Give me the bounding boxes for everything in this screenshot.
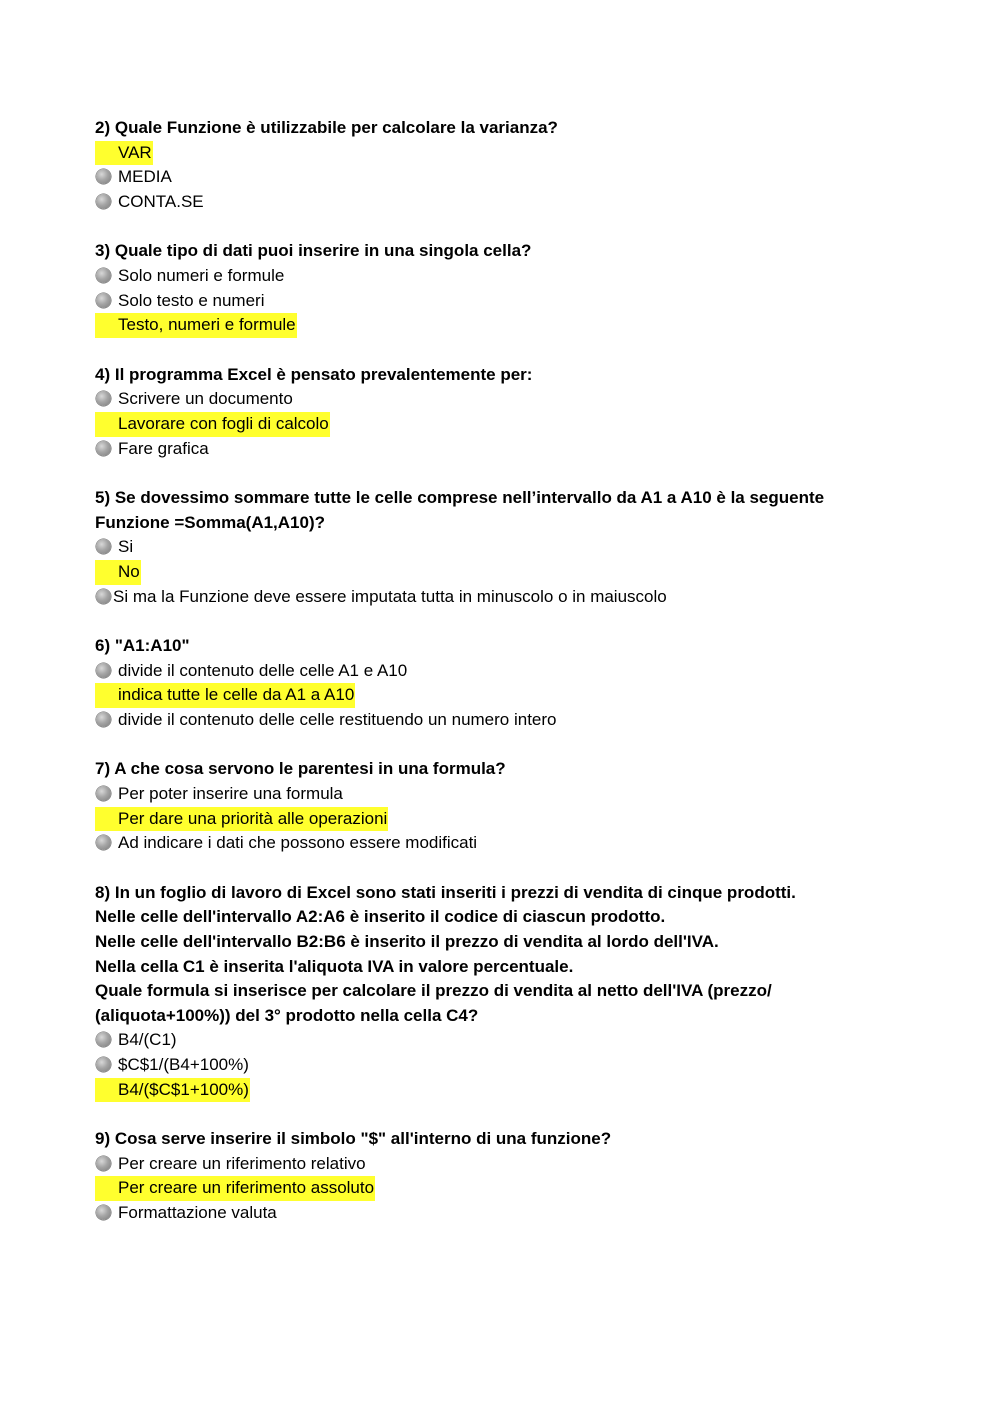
question-block <box>95 363 915 461</box>
option-label: Fare grafica <box>118 438 209 458</box>
question-block <box>95 1127 915 1225</box>
radio-button-icon[interactable] <box>96 1057 111 1072</box>
answer-option-correct[interactable] <box>95 141 915 166</box>
question-text <box>95 116 915 141</box>
option-label: Testo, numeri e formule <box>95 313 297 338</box>
question-block <box>95 239 915 337</box>
question-body: Quale Funzione è utilizzabile per calcolare la varianza? <box>110 118 558 137</box>
option-label: B4/($C$1+100%) <box>95 1078 250 1103</box>
option-label: Si <box>118 537 134 557</box>
question-block <box>95 881 915 1102</box>
answer-option-correct[interactable] <box>95 1176 915 1201</box>
radio-button-icon[interactable] <box>96 268 111 283</box>
radio-button-icon[interactable] <box>96 391 111 406</box>
question-block <box>95 486 915 609</box>
option-label: Ad indicare i dati che possono essere modificati <box>118 833 478 853</box>
question-text <box>95 634 915 659</box>
question-number: 5) <box>95 488 111 508</box>
radio-button-icon[interactable] <box>96 169 111 184</box>
option-label: Per creare un riferimento relativo <box>118 1153 366 1173</box>
option-label: VAR <box>95 141 153 166</box>
option-label: Lavorare con fogli di calcolo <box>95 412 330 437</box>
question-number: 4) <box>95 364 111 384</box>
option-label: Si ma la Funzione deve essere imputata tutta in minuscolo o in maiuscolo <box>113 586 667 606</box>
option-label: Per creare un riferimento assoluto <box>95 1176 375 1201</box>
option-label: CONTA.SE <box>118 191 204 211</box>
answer-option[interactable] <box>95 831 915 856</box>
radio-button-icon[interactable] <box>96 539 111 554</box>
option-label: Per poter inserire una formula <box>118 784 343 804</box>
radio-button-icon[interactable] <box>96 712 111 727</box>
option-label: No <box>95 560 141 585</box>
option-label: Solo numeri e formule <box>118 265 285 285</box>
answer-option[interactable] <box>95 708 915 733</box>
radio-button-icon[interactable] <box>96 663 111 678</box>
question-body: A che cosa servono le parentesi in una formula? <box>110 759 506 779</box>
radio-button-icon[interactable] <box>96 1032 111 1047</box>
question-text <box>95 1127 915 1152</box>
radio-button-icon[interactable] <box>96 441 111 456</box>
answer-option-correct[interactable] <box>95 412 915 437</box>
option-label: B4/(C1) <box>118 1030 177 1050</box>
answer-option-correct[interactable] <box>95 807 915 832</box>
answer-option[interactable] <box>95 190 915 215</box>
radio-button-icon[interactable] <box>96 194 111 209</box>
question-number: 7) <box>95 759 111 779</box>
answer-option[interactable] <box>95 1053 915 1078</box>
option-label: divide il contenuto delle celle restituendo un numero intero <box>118 709 557 729</box>
question-number: 9) <box>95 1129 111 1149</box>
answer-option-correct[interactable] <box>95 1078 915 1103</box>
radio-button-icon[interactable] <box>96 589 111 604</box>
option-label: Scrivere un documento <box>118 389 293 409</box>
radio-button-icon[interactable] <box>96 1205 111 1220</box>
question-number: 6) <box>95 636 111 656</box>
option-label: indica tutte le celle da A1 a A10 <box>95 683 355 708</box>
answer-option[interactable] <box>95 1201 915 1226</box>
answer-option[interactable] <box>95 782 915 807</box>
quiz-page <box>95 116 915 1251</box>
question-body: Cosa serve inserire il simbolo "$" all'interno di una funzione? <box>110 1129 612 1149</box>
question-text <box>95 363 915 388</box>
answer-option[interactable] <box>95 1152 915 1177</box>
question-body: In un foglio di lavoro di Excel sono stati inseriti i prezzi di vendita di cinque prodotti. Nelle celle dell'intervallo A2:A6 è inserito il codice di ciascun prodotto. Nelle celle dell'intervallo B2:B6 è inserito il prezzo di vendita al lordo dell'IVA. Nella cella C1 è inserita l'aliquota IVA in valore percentuale. Quale formula si inserisce per calcolare il prezzo di vendita al netto dell'IVA (prezzo/ (aliquota+100%)) del 3° prodotto nella cella C4? <box>95 882 796 1025</box>
answer-option[interactable] <box>95 387 915 412</box>
radio-button-icon[interactable] <box>96 786 111 801</box>
answer-option-correct[interactable] <box>95 313 915 338</box>
answer-option[interactable] <box>95 585 915 610</box>
question-number: 8) <box>95 882 111 902</box>
answer-option[interactable] <box>95 659 915 684</box>
answer-option[interactable] <box>95 264 915 289</box>
question-block <box>95 757 915 855</box>
answer-option[interactable] <box>95 437 915 462</box>
question-text <box>95 881 915 1029</box>
question-body: Il programma Excel è pensato prevalentemente per: <box>110 364 533 384</box>
question-number: 2) <box>95 118 111 137</box>
question-text <box>95 239 915 264</box>
answer-option[interactable] <box>95 289 915 314</box>
option-label: $C$1/(B4+100%) <box>118 1055 249 1074</box>
question-body: "A1:A10" <box>110 636 190 656</box>
option-label: Per dare una priorità alle operazioni <box>95 807 388 832</box>
answer-option[interactable] <box>95 535 915 560</box>
option-label: Solo testo e numeri <box>118 290 265 310</box>
answer-option[interactable] <box>95 165 915 190</box>
option-label: divide il contenuto delle celle A1 e A10 <box>118 660 408 680</box>
answer-option-correct[interactable] <box>95 560 915 585</box>
question-text <box>95 486 915 535</box>
radio-button-icon[interactable] <box>96 835 111 850</box>
answer-option-correct[interactable] <box>95 683 915 708</box>
question-body: Se dovessimo sommare tutte le celle comprese nell’intervallo da A1 a A10 è la seguente Funzione =Somma(A1,A10)? <box>95 488 825 532</box>
question-block <box>95 634 915 732</box>
question-body: Quale tipo di dati puoi inserire in una singola cella? <box>110 241 532 261</box>
answer-option[interactable] <box>95 1028 915 1053</box>
question-block <box>95 116 915 214</box>
option-label: MEDIA <box>118 167 172 187</box>
question-number: 3) <box>95 241 111 261</box>
option-label: Formattazione valuta <box>118 1202 277 1222</box>
question-text <box>95 757 915 782</box>
radio-button-icon[interactable] <box>96 1156 111 1171</box>
radio-button-icon[interactable] <box>96 293 111 308</box>
